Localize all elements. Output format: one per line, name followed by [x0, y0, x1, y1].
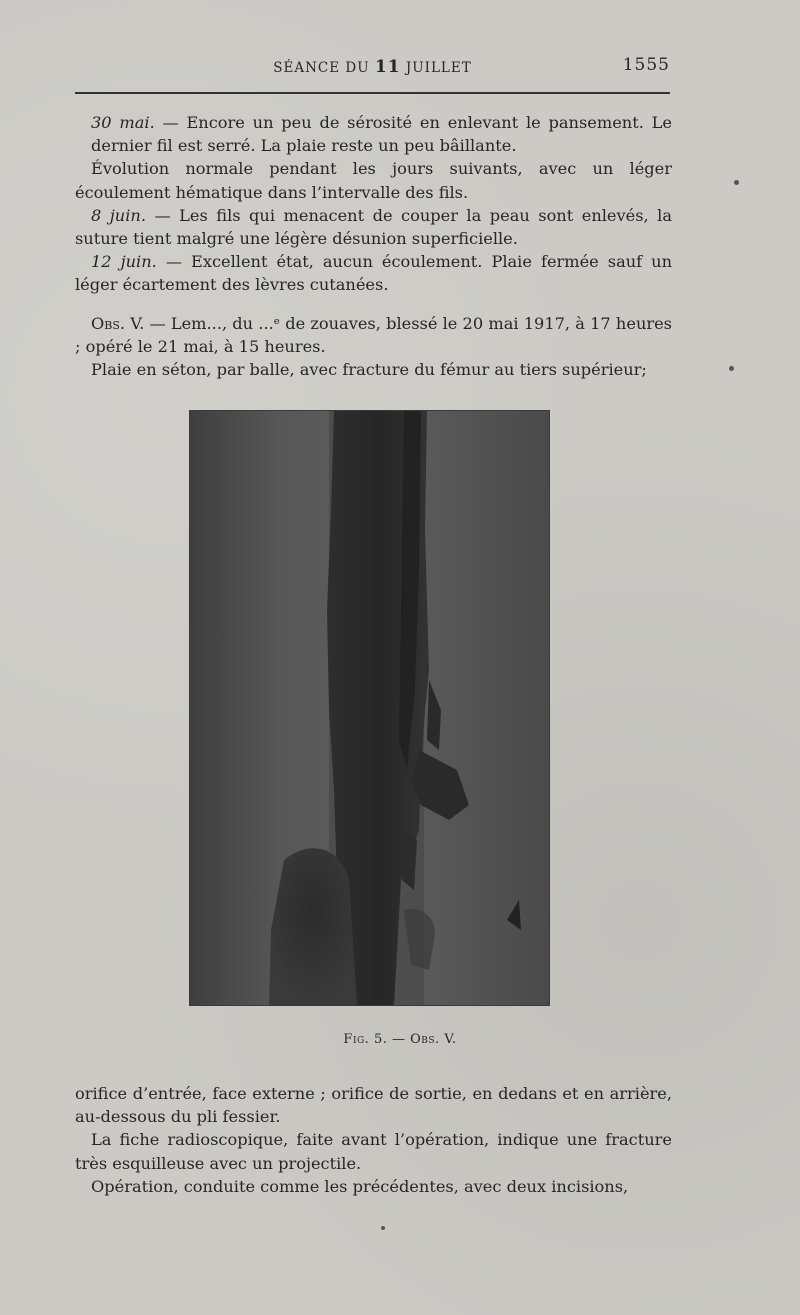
paragraph-30-mai: [75, 111, 672, 157]
running-header: [75, 55, 670, 79]
paragraph-text: — Excellent état, aucun écoulement. Plaie fermée sauf un léger écartement des lèvres cutanées.: [75, 252, 673, 295]
running-title-day: 11: [374, 57, 401, 77]
obs-text: — Lem..., du ...ᵉ de zouaves, blessé le 20 mai 1917, à 17 heures ; opéré le 21 mai, à 15 heures.: [75, 314, 672, 357]
radiograph-image: [189, 410, 550, 1006]
paragraph-text: — Les fils qui menacent de couper la peau sont enlevés, la suture tient malgré une légère désunion superficielle.: [75, 205, 672, 249]
paper-speck: [729, 366, 734, 371]
running-title-post: JUILLET: [400, 60, 472, 76]
paragraph-text: La fiche radioscopique, faite avant l’opération, indique une fracture très esquilleuse avec un projectile.: [75, 1130, 672, 1173]
paragraph-orifice: [75, 1082, 672, 1128]
paragraph-8-juin: [75, 204, 672, 250]
paragraph-plaie: [75, 358, 672, 381]
obs-label: Obs. V.: [91, 314, 145, 333]
running-title: [75, 57, 670, 77]
figure-caption-text: Fig. 5. — Obs. V.: [343, 1032, 457, 1047]
date-label: 12 juin.: [91, 252, 157, 272]
paragraph-evolution: [75, 157, 672, 203]
paragraph-fiche: [75, 1128, 672, 1174]
paper-speck: [381, 1226, 385, 1230]
figure-caption: [0, 1032, 800, 1047]
paragraph-12-juin: [75, 250, 672, 296]
paragraph-obs-v: [75, 312, 672, 358]
plaie-text: Plaie en séton, par balle, avec fracture du fémur au tiers supérieur;: [91, 360, 647, 380]
header-rule: [75, 92, 670, 94]
date-label: 8 juin.: [91, 205, 146, 225]
paper-speck: [734, 180, 739, 185]
page-number: 1555: [622, 55, 670, 75]
running-title-pre: SÉANCE DU: [273, 60, 375, 76]
text-block-bottom: [75, 1082, 672, 1198]
paragraph-operation: [75, 1175, 672, 1198]
date-label: 30 mai.: [91, 113, 155, 132]
paragraph-text: Opération, conduite comme les précédentes, avec deux incisions,: [91, 1176, 629, 1196]
paragraph-text: Évolution normale pendant les jours suivants, avec un léger écoulement hématique dans l’intervalle des fils.: [75, 159, 672, 202]
paragraph-text: orifice d’entrée, face externe ; orifice de sortie, en dedans et en arrière, au-dessous du pli fessier.: [75, 1084, 672, 1127]
text-block-obs: [75, 312, 672, 382]
text-block-top: [75, 111, 672, 297]
radiograph-figure: [189, 410, 550, 1006]
paragraph-text: — Encore un peu de sérosité en enlevant le pansement. Le dernier fil est serré. La plaie reste un peu bâillante.: [91, 113, 672, 156]
